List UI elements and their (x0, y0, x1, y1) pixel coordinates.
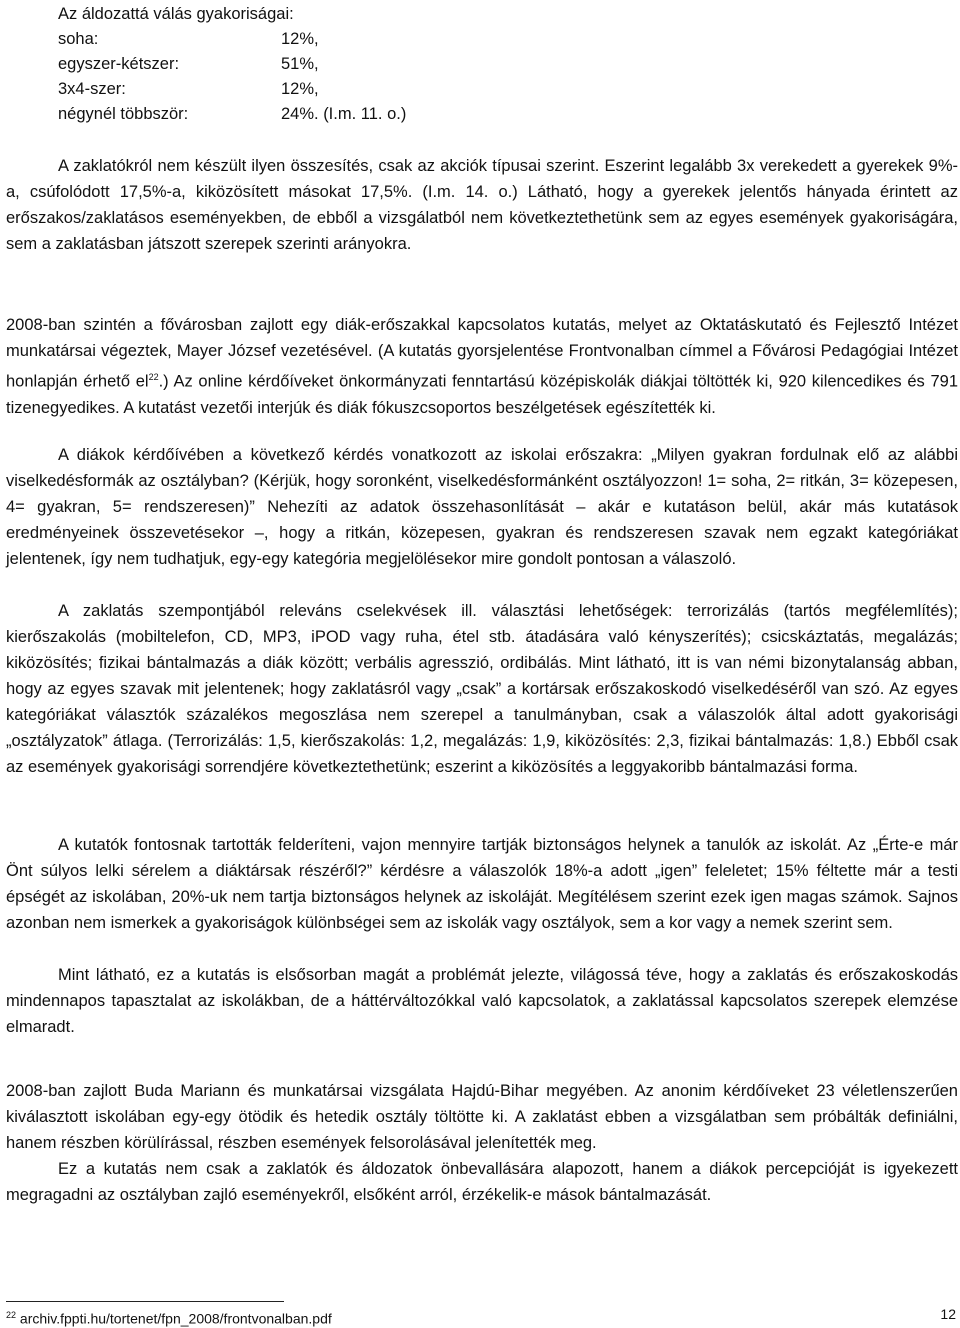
paragraph-relevant-actions: A zaklatás szempontjából releváns cselekvések ill. választási lehetőségek: terrorizálás (tartós megfélemlítés); kierőszakolás (mobiltelefon, CD, MP3, iPOD vagy ruha, étel stb. átadására való kényszerítés); csicskáztatás, megalázás; kiközösítés; fizikai bántalmazás a diák között; verbális agresszió, ordibálás. Mint látható, itt is van némi bizonytalanság abban, hogy az egyes szavak mit jelentenek; hogy zaklatásról vagy „csak” a kortársak erőszakoskodó viselkedéséről van szó. Az egyes kategóriákat választók százalékos megoszlása nem szerepel a tanulmányban, csak a válaszolók által adott gyakorisági „osztályzatok” átlaga. (Terrorizálás: 1,5, kierőszakolás: 1,2, megalázás: 1,9, kiközösítés: 2,3, fizikai bántalmazás: 1,8.) Ebből csak az események gyakorisági sorrendjére következtethetünk; eszerint a kiközösítés a leggyakoribb bántalmazási forma. (6, 602, 958, 776)
stats-title: Az áldozattá válás gyakoriságai: (58, 5, 294, 23)
stats-label: soha: (58, 30, 99, 48)
paragraph-perception: Ez a kutatás nem csak a zaklatók és áldozatok önbevallására alapozott, hanem a diákok percepcióját is igyekezett megragadni az osztályban zajló eseményekről, elsőként arról, érzékelik-e mások bántalmazását. (6, 1160, 958, 1204)
stats-value: 24%. (I.m. 11. o.) (281, 105, 407, 123)
paragraph-questionnaire: A diákok kérdőívében a következő kérdés vonatkozott az iskolai erőszakra: „Milyen gyakran fordulnak elő az alábbi viselkedésformák az osztályban? (Kérjük, hogy soronként, viselkedésformánként osztályozzon! 1= soha, 2= ritkán, 3= közepesen, 4= gyakran, 5= rendszeresen)” Nehezíti az adatok összehasonlítását – akár e kutatáson belül, akár más kutatások eredményeinek összevetésekor –, hogy a ritkán, közepesen, gyakran és rendszeresen szavak nem egzakt kategóriákat jelentenek, így nem tudhatjuk, egy-egy kategória megjelölésekor mire gondolt pontosan a válaszoló. (6, 446, 958, 568)
paragraph-ofi-study (6, 312, 958, 421)
victimization-stats (58, 2, 406, 127)
paragraph-hajdu-bihar: 2008-ban zajlott Buda Mariann és munkatársai vizsgálata Hajdú-Bihar megyében. Az anonim kérdőíveket 23 véletlenszerűen kiválasztott iskolában egy-egy ötödik és hetedik osztály töltötte ki. A zaklatást ebben a vizsgálatban sem próbálták definiálni, hanem részben körülírással, részben események felsorolásával jelenítették meg. (6, 1082, 958, 1152)
paragraph-bullies: A zaklatókról nem készült ilyen összesítés, csak az akciók típusai szerint. Eszerint legalább 3x verekedett a gyerekek 9%-a, csúfolódott 17,5%-a, kiközösített másokat 17,5%. (I.m. 14. o.) Látható, hogy a gyerekek jelentős hányada érintett az erőszakos/zaklatásos eseményekben, de ebből a vizsgálatból nem következtethetünk sem az egyes események gyakoriságára, sem a zaklatásban játszott szerepek szerinti arányokra. (6, 157, 958, 253)
footnote-text: archiv.fppti.hu/tortenet/fpn_2008/frontvonalban.pdf (16, 1310, 332, 1327)
footnote-divider (6, 1301, 284, 1302)
paragraph-text: .) Az online kérdőíveket önkormányzati fenntartású középiskolák diákjai töltötték ki, 920 kilencedikes és 791 tizenegyedikes. A kutatást vezetői interjúk és diák fókuszcsoportos beszélgetések egészítették ki. (6, 372, 958, 417)
stats-row (58, 102, 406, 127)
stats-value: 12%, (281, 30, 319, 48)
stats-label: négynél többször: (58, 105, 189, 123)
paragraph-school-safety: A kutatók fontosnak tartották felderíteni, vajon mennyire tartják biztonságos helynek a tanulók az iskolát. Az „Érte-e már Önt súlyos lelki sérelem a diáktársak részéről?” kérdésre a válaszolók 18%-a adott „igen” feleletet; 15% féltette már a testi épségét az iskolában, 20%-uk nem tartja biztonságos helynek az iskoláját. Megítélésem szerint ezek igen magas számok. Sajnos azonban nem ismerkek a gyakoriságok különbségei sem az iskolák vagy osztályok, sem a kor vagy a nemek szerint sem. (6, 836, 958, 932)
paragraph-conclusion: Mint látható, ez a kutatás is elsősorban magát a problémát jelezte, világossá téve, hogy a zaklatás és erőszakoskodás mindennapos tapasztalat az iskolákban, de a háttérváltozókkal való kapcsolatok, a zaklatással kapcsolatos szerepek elemzése elmaradt. (6, 966, 958, 1036)
footnote-ref: 22 (148, 372, 159, 382)
stats-label: egyszer-kétszer: (58, 55, 180, 73)
page-number: 12 (940, 1306, 956, 1322)
paragraph-text: 2008-ban szintén a fővárosban zajlott egy diák-erőszakkal kapcsolatos kutatás, melyet az Oktatáskutató és Fejlesztő Intézet munkatársai végeztek, Mayer József vezetésével. (A kutatás gyorsjelentése Frontvonalban címmel a Fővárosi Pedagógiai Intézet honlapján érhető el (6, 316, 958, 391)
footnote (6, 1306, 332, 1328)
footnote-number: 22 (6, 1310, 17, 1320)
stats-row (58, 27, 406, 52)
stats-label: 3x4-szer: (58, 80, 126, 98)
stats-value: 51%, (281, 55, 319, 73)
stats-row (58, 77, 406, 102)
stats-row (58, 52, 406, 77)
stats-value: 12%, (281, 80, 319, 98)
